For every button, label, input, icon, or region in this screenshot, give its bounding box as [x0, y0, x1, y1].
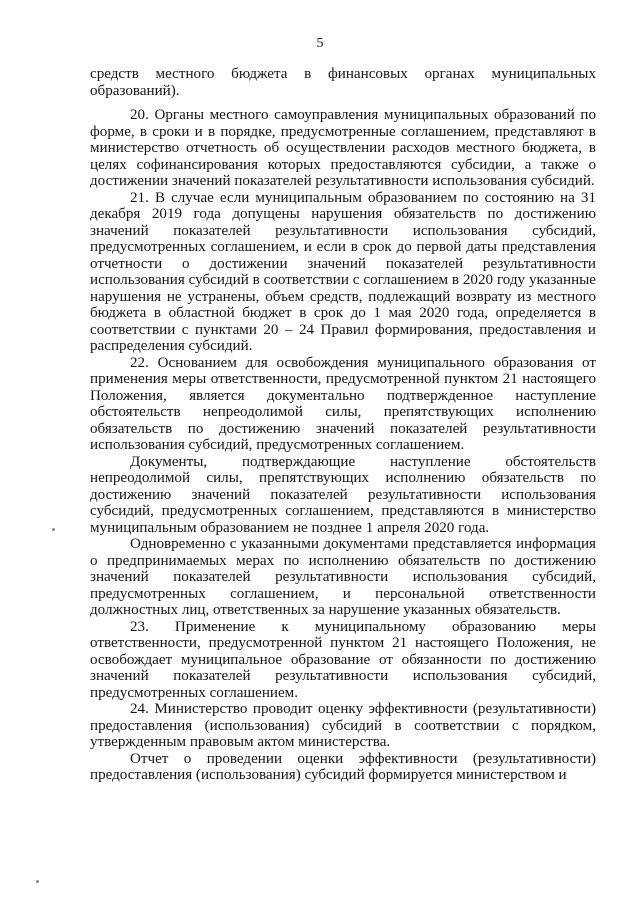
paragraph-documents: Документы, подтверждающие наступление обстоятельств непреодолимой силы, препятствующих исполнению обязательств по достижению значений показателей результативности использования субсидий, предусмотренных соглашением, представляются в министерство муниципальным образованием не позднее 1 апреля 2020 года.	[90, 453, 596, 536]
scan-mark	[52, 528, 55, 531]
paragraph-21: 21. В случае если муниципальным образованием по состоянию на 31 декабря 2019 года допущены нарушения обязательств по достижению значений показателей результативности использования субсидий, предусмотренных соглашением, и если в срок до первой даты представления отчетности о достижении значений показателей результативности использования субсидий в соответствии с соглашением в 2020 году указанные нарушения не устранены, объем средств, подлежащий возврату из местного бюджета в областной бюджет в срок до 1 мая 2020 года, определяется в соответствии с пунктами 20 – 24 Правил формирования, предоставления и распределения субсидий.	[90, 189, 596, 354]
paragraph-continuation: средств местного бюджета в финансовых органах муниципальных образований).	[90, 66, 596, 99]
paragraph-22: 22. Основанием для освобождения муниципального образования от применения меры ответственности, предусмотренной пунктом 21 настоящего Положения, является документально подтвержденное наступление обстоятельств непреодолимой силы, препятствующих исполнению обязательств по достижению значений показателей результативности использования субсидий, предусмотренных соглашением.	[90, 354, 596, 453]
document-body	[90, 66, 596, 784]
page-number: 5	[316, 36, 324, 51]
paragraph-24: 24. Министерство проводит оценку эффективности (результативности) предоставления (использования) субсидий в соответствии с порядком, утвержденным правовым актом министерства.	[90, 701, 596, 750]
paragraph-23: 23. Применение к муниципальному образованию меры ответственности, предусмотренной пунктом 21 настоящего Положения, не освобождает муниципальное образование от обязанности по достижению значений показателей результативности использования субсидий, предусмотренных соглашением.	[90, 618, 596, 701]
paragraph-report: Отчет о проведении оценки эффективности (результативности) предоставления (использования) субсидий формируется министерством и	[90, 750, 596, 783]
scan-mark	[36, 880, 39, 883]
paragraph-20: 20. Органы местного самоуправления муниципальных образований по форме, в сроки и в порядке, предусмотренные соглашением, представляют в министерство отчетность об осуществлении расходов местного бюджета, в целях софинансирования которых предоставляются субсидии, а также о достижении значений показателей результативности использования субсидий.	[90, 107, 596, 189]
paragraph-simultaneously: Одновременно с указанными документами представляется информация о предпринимаемых мерах по исполнению обязательств по достижению значений показателей результативности использования субсидий, предусмотренных соглашением, и персональной ответственности должностных лиц, ответственных за нарушение указанных обязательств.	[90, 536, 596, 618]
